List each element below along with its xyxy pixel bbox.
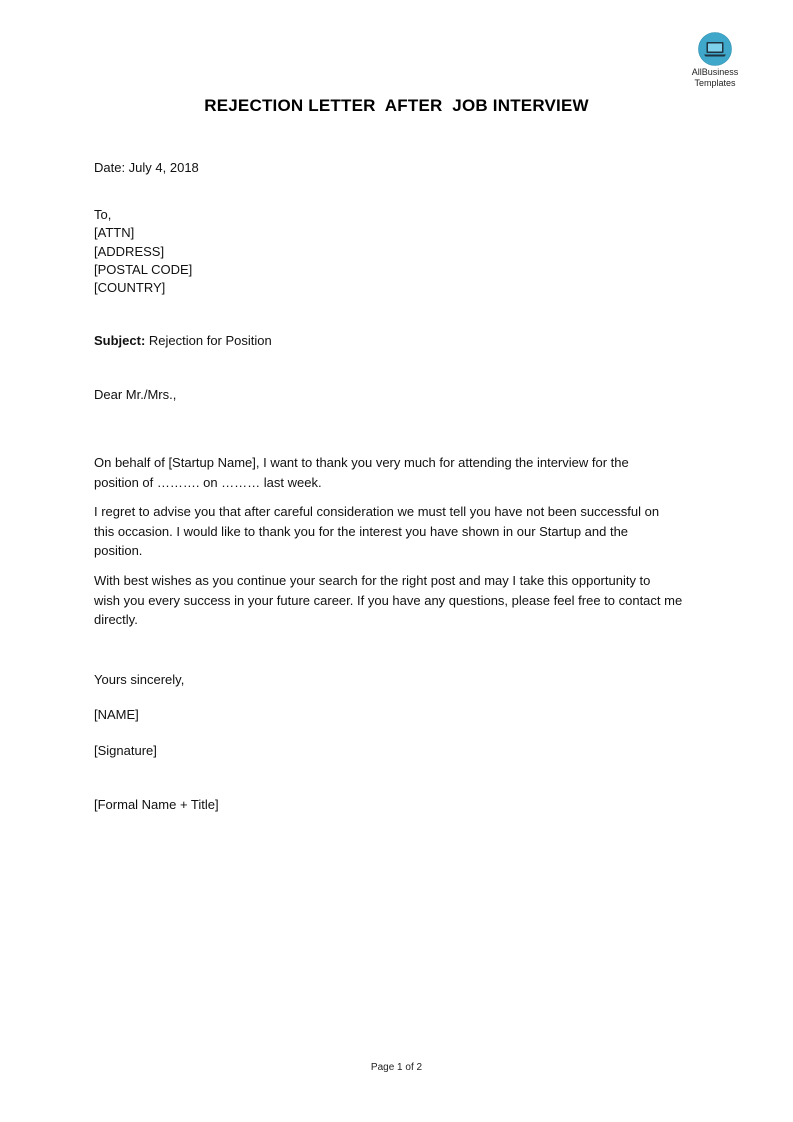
logo-text-line1: AllBusiness: [691, 67, 739, 77]
signature-placeholder: [94, 741, 704, 761]
page-number: Page 1 of 2: [370, 1062, 423, 1073]
date-text: Date: July 4, 2018: [94, 160, 199, 175]
name-text: [NAME]: [94, 707, 139, 722]
address-attn: [ATTN]: [94, 225, 135, 241]
paragraph-line: With best wishes as you continue your search for the right post and may I take this opportunity to: [94, 573, 651, 588]
paragraph-1: [94, 453, 704, 492]
date-line: [94, 158, 704, 178]
name-placeholder: [94, 705, 704, 725]
address-postal: [POSTAL CODE]: [94, 261, 193, 277]
paragraph-line: position of ………. on ……… last week.: [94, 474, 322, 490]
address-country: [COUNTRY]: [94, 280, 166, 296]
subject-line: [94, 331, 704, 351]
paragraph-3: [94, 571, 704, 630]
paragraph-2: [94, 502, 704, 561]
salutation: [94, 385, 704, 405]
laptop-icon: [698, 32, 732, 66]
document-title: REJECTION LETTER AFTER JOB INTERVIEW: [204, 96, 589, 115]
subject-text: Rejection for Position: [145, 333, 272, 348]
address-street: [ADDRESS]: [94, 243, 165, 259]
subject-label: Subject:: [94, 333, 146, 348]
paragraph-line: directly.: [94, 612, 138, 627]
recipient-address: [94, 206, 704, 297]
formal-name-text: [Formal Name + Title]: [94, 797, 219, 812]
paragraph-line: position.: [94, 543, 143, 558]
paragraph-line: On behalf of [Startup Name], I want to thank you very much for attending the interview for the: [94, 455, 629, 470]
company-logo: [680, 32, 750, 88]
closing: [94, 670, 704, 690]
paragraph-line: wish you every success in your future career. If you have any questions, please feel free to contact me: [94, 592, 683, 608]
salutation-text: Dear Mr./Mrs.,: [94, 387, 177, 402]
closing-text: Yours sincerely,: [94, 672, 185, 687]
paragraph-line: this occasion. I would like to thank you for the interest you have shown in our Startup and the: [94, 523, 629, 539]
formal-name-placeholder: [94, 795, 704, 815]
address-to: To,: [94, 207, 112, 222]
logo-text-line2: Templates: [694, 78, 736, 88]
signature-text: [Signature]: [94, 743, 157, 758]
paragraph-line: I regret to advise you that after careful consideration we must tell you have not been successful on: [94, 504, 660, 519]
